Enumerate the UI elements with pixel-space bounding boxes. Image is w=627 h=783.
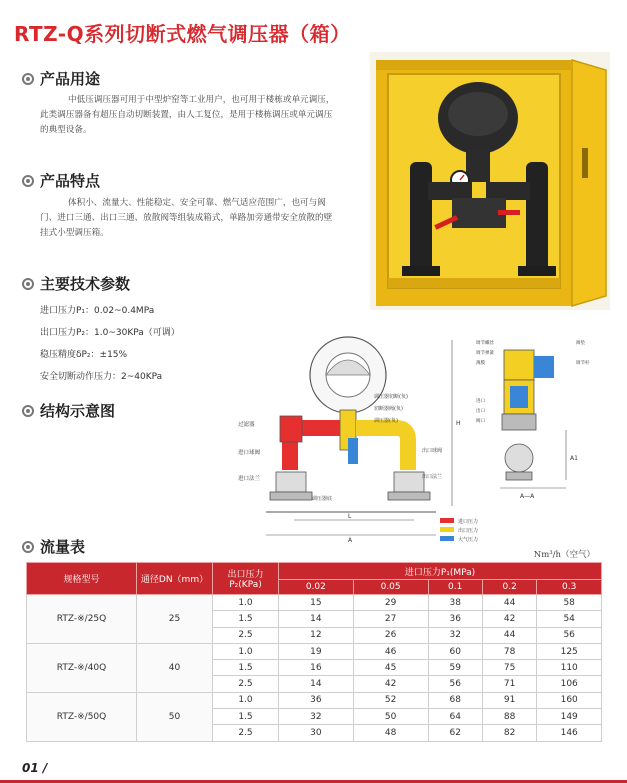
cell-flow: 54 bbox=[537, 611, 602, 627]
cell-flow: 46 bbox=[353, 643, 428, 659]
header-inlet-value: 0.05 bbox=[353, 580, 428, 595]
cell-flow: 32 bbox=[279, 709, 354, 725]
cell-flow: 60 bbox=[428, 643, 482, 659]
cell-flow: 56 bbox=[428, 676, 482, 692]
dim-l: L bbox=[348, 513, 352, 520]
cell-dn: 25 bbox=[137, 595, 213, 644]
cell-p2: 2.5 bbox=[213, 676, 279, 692]
cell-flow: 45 bbox=[353, 660, 428, 676]
cell-flow: 125 bbox=[537, 643, 602, 659]
cell-flow: 88 bbox=[482, 709, 536, 725]
cell-p2: 2.5 bbox=[213, 627, 279, 643]
flow-table bbox=[26, 562, 602, 742]
diagram-label-right-6: 调压器底 bbox=[312, 496, 333, 502]
cell-flow: 42 bbox=[482, 611, 536, 627]
product-photo bbox=[370, 52, 610, 310]
header-inlet-value: 0.1 bbox=[428, 580, 482, 595]
section-label-6: 阀口 bbox=[476, 419, 485, 424]
diagram-label-inlet-flange: 进口法兰 bbox=[238, 476, 261, 482]
cell-flow: 91 bbox=[482, 692, 536, 708]
header-model: 规格型号 bbox=[27, 563, 137, 595]
cell-flow: 29 bbox=[353, 595, 428, 611]
cell-flow: 82 bbox=[482, 725, 536, 741]
cell-flow: 42 bbox=[353, 676, 428, 692]
dim-a: A bbox=[348, 537, 353, 544]
header-inlet-value: 0.02 bbox=[279, 580, 354, 595]
legend-swatch-atmos bbox=[440, 536, 454, 541]
cell-flow: 44 bbox=[482, 627, 536, 643]
diagram-label-inlet-valve: 进口球阀 bbox=[238, 450, 261, 456]
usage-text: 中低压调压器可用于中型炉窑等工业用户，也可用于楼栋或单元调压，此类调压器备有超压自动切断装置，由人工复位，是用于楼栋调压或单元调压的典型设备。 bbox=[40, 95, 335, 135]
diagram-label-right-4: 出口球阀 bbox=[422, 448, 443, 454]
cell-flow: 64 bbox=[428, 709, 482, 725]
cell-flow: 71 bbox=[482, 676, 536, 692]
cell-flow: 26 bbox=[353, 627, 428, 643]
cell-p2: 2.5 bbox=[213, 725, 279, 741]
cell-flow: 48 bbox=[353, 725, 428, 741]
features-text: 体积小、流量大、性能稳定、安全可靠、燃气适应范围广，也可与阀门、进口三通、出口三通、放散阀等组装成箱式，单路加旁通带安全放散的壁挂式小型调压箱。 bbox=[40, 198, 333, 238]
cell-flow: 56 bbox=[537, 627, 602, 643]
bullet-icon bbox=[22, 73, 34, 85]
cell-p2: 1.0 bbox=[213, 692, 279, 708]
cell-flow: 50 bbox=[353, 709, 428, 725]
cell-p2: 1.5 bbox=[213, 709, 279, 725]
cell-flow: 36 bbox=[428, 611, 482, 627]
param-accuracy: 稳压精度δP₂：±15% bbox=[40, 350, 128, 360]
cell-flow: 68 bbox=[428, 692, 482, 708]
cell-p2: 1.0 bbox=[213, 595, 279, 611]
section-label-1: 调节螺丝 bbox=[476, 341, 494, 346]
section-label-5: 出口 bbox=[476, 409, 485, 414]
cell-flow: 12 bbox=[279, 627, 354, 643]
header-inlet-value: 0.3 bbox=[537, 580, 602, 595]
section-structure-heading: 结构示意图 bbox=[22, 400, 115, 421]
cell-flow: 30 bbox=[279, 725, 354, 741]
bullet-icon bbox=[22, 278, 34, 290]
cell-flow: 15 bbox=[279, 595, 354, 611]
header-outlet: 出口压力P₂(KPa) bbox=[213, 563, 279, 595]
cell-dn: 50 bbox=[137, 692, 213, 741]
diagram-label-filter: 过滤器 bbox=[238, 422, 255, 428]
section-flow-heading: 流量表 bbox=[22, 536, 85, 557]
cell-p2: 1.5 bbox=[213, 611, 279, 627]
cell-flow: 32 bbox=[428, 627, 482, 643]
section-label-3: 薄膜 bbox=[476, 361, 485, 366]
cell-flow: 52 bbox=[353, 692, 428, 708]
param-outlet-pressure: 出口压力P₂：1.0~30KPa（可调） bbox=[40, 328, 180, 338]
section-label-7: 阀垫 bbox=[576, 341, 585, 346]
cell-flow: 106 bbox=[537, 676, 602, 692]
cell-flow: 78 bbox=[482, 643, 536, 659]
cell-flow: 14 bbox=[279, 611, 354, 627]
cell-flow: 58 bbox=[537, 595, 602, 611]
section-label-2: 调节弹簧 bbox=[476, 351, 494, 356]
bullet-icon bbox=[22, 175, 34, 187]
cell-p2: 1.0 bbox=[213, 643, 279, 659]
table-row bbox=[27, 595, 602, 611]
header-inlet-value: 0.2 bbox=[482, 580, 536, 595]
cell-flow: 36 bbox=[279, 692, 354, 708]
diagram-label-right-1: 调压器切断(负) bbox=[374, 394, 408, 400]
section-aa-label: A—A bbox=[520, 493, 535, 500]
bullet-icon bbox=[22, 541, 34, 553]
section-params-heading: 主要技术参数 bbox=[22, 273, 130, 294]
table-row bbox=[27, 692, 602, 708]
diagram-label-right-3: 调压器(负) bbox=[374, 418, 398, 424]
header-dn: 通径DN（mm） bbox=[137, 563, 213, 595]
cell-model: RTZ-※/50Q bbox=[27, 692, 137, 741]
page-number: 01 / bbox=[22, 761, 48, 775]
cell-flow: 75 bbox=[482, 660, 536, 676]
cell-flow: 16 bbox=[279, 660, 354, 676]
section-label-8: 调节杆 bbox=[576, 361, 590, 366]
legend-atmos: 大气压力 bbox=[458, 537, 479, 543]
cell-flow: 110 bbox=[537, 660, 602, 676]
diagram-label-right-5: 出口法兰 bbox=[422, 474, 443, 480]
cell-flow: 14 bbox=[279, 676, 354, 692]
header-inlet: 进口压力P₁(MPa) bbox=[279, 563, 602, 580]
cell-flow: 149 bbox=[537, 709, 602, 725]
flow-unit-note: Nm³/h（空气） bbox=[533, 550, 595, 560]
bullet-icon bbox=[22, 405, 34, 417]
params-list bbox=[40, 300, 180, 388]
cell-flow: 59 bbox=[428, 660, 482, 676]
page-title: RTZ-Q系列切断式燃气调压器（箱） bbox=[14, 22, 351, 46]
diagram-label-right-2: 切断器阀(负) bbox=[374, 406, 403, 412]
param-inlet-pressure: 进口压力P₁：0.02~0.4MPa bbox=[40, 306, 155, 316]
cell-model: RTZ-※/40Q bbox=[27, 643, 137, 692]
legend-swatch-outlet bbox=[440, 527, 454, 532]
dim-h: H bbox=[456, 420, 461, 427]
legend-swatch-inlet bbox=[440, 518, 454, 523]
param-shutoff-pressure: 安全切断动作压力：2~40KPa bbox=[40, 372, 163, 382]
table-row bbox=[27, 643, 602, 659]
cell-flow: 27 bbox=[353, 611, 428, 627]
cell-flow: 38 bbox=[428, 595, 482, 611]
section-usage-heading: 产品用途 bbox=[22, 68, 100, 89]
cell-flow: 19 bbox=[279, 643, 354, 659]
structure-diagram bbox=[236, 330, 616, 545]
dim-a1: A1 bbox=[570, 455, 578, 462]
cell-model: RTZ-※/25Q bbox=[27, 595, 137, 644]
cell-flow: 62 bbox=[428, 725, 482, 741]
cell-p2: 1.5 bbox=[213, 660, 279, 676]
cell-flow: 44 bbox=[482, 595, 536, 611]
cell-flow: 160 bbox=[537, 692, 602, 708]
section-label-4: 进口 bbox=[476, 399, 485, 404]
legend-inlet: 进口压力 bbox=[458, 519, 479, 525]
cell-dn: 40 bbox=[137, 643, 213, 692]
legend-outlet: 出口压力 bbox=[458, 528, 479, 534]
cell-flow: 146 bbox=[537, 725, 602, 741]
section-features-heading: 产品特点 bbox=[22, 170, 100, 191]
